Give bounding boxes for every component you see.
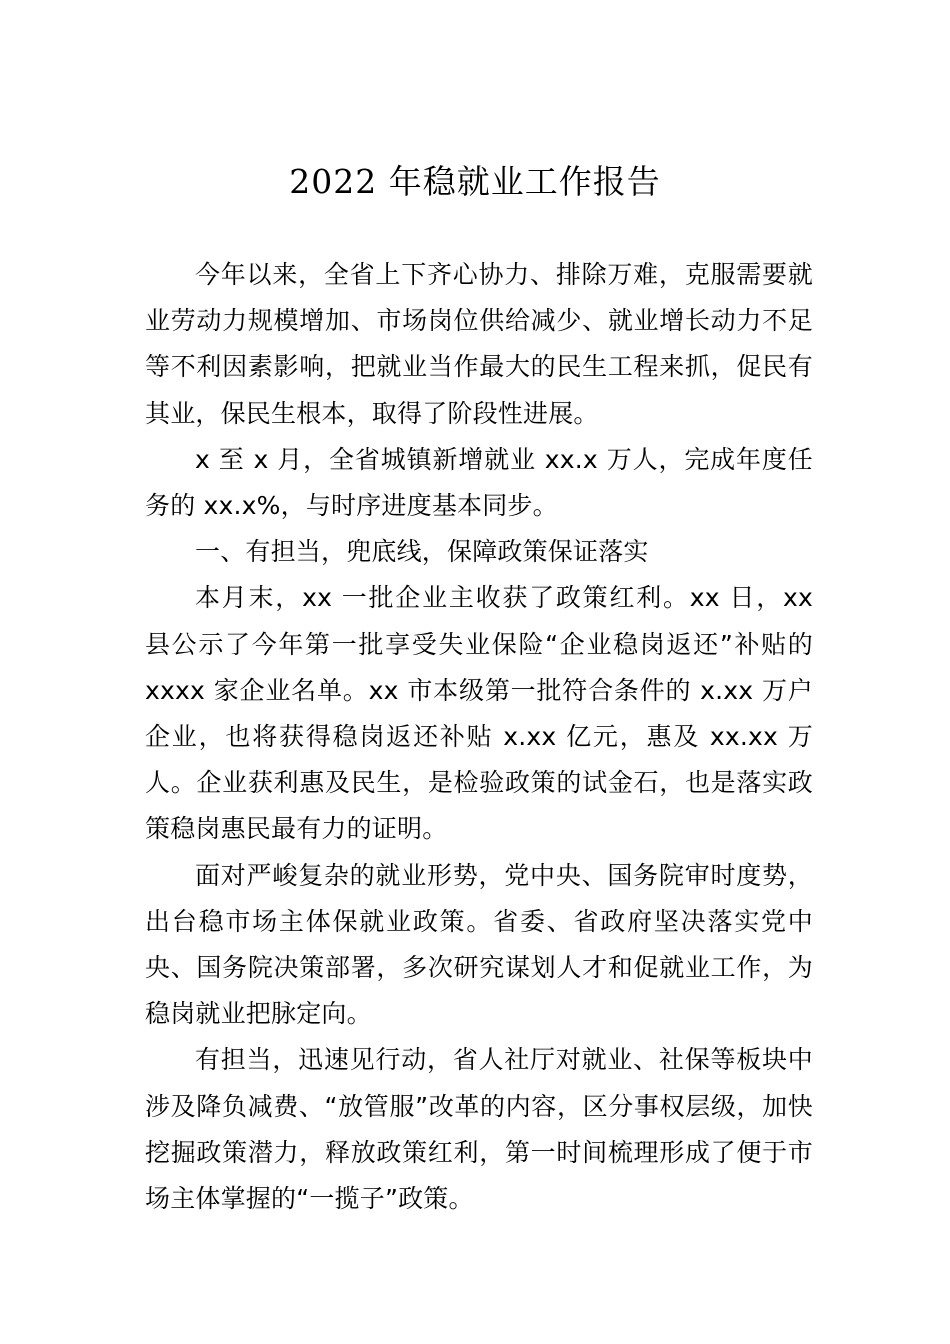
document-title: 2022 年稳就业工作报告 (289, 162, 661, 201)
section-heading-1: 一、有担当，兜底线，保障政策保证落实 (195, 537, 649, 567)
paragraph-intro: 今年以来，全省上下齐心协力、排除万难，克服需要就业劳动力规模增加、市场岗位供给减少、就业增长动力不足等不利因素影响，把就业当作最大的民生工程来抓，促民有其业，保民生根本，取得了阶段性进展。 (145, 260, 813, 428)
paragraph-statistics: x 至 x 月，全省城镇新增就业 xx.x 万人，完成年度任务的 xx.x%，与时序进度基本同步。 (145, 444, 813, 521)
paragraph-policy-benefits: 本月末，xx 一批企业主收获了政策红利。xx 日，xx 县公示了今年第一批享受失业保险“企业稳岗返还”补贴的 xxxx 家企业名单。xx 市本级第一批符合条件的 x.xx 万户企业，也将获得稳岗返还补贴 x.xx 亿元，惠及 xx.xx 万人。企业获利惠及民生，是检验政策的试金石，也是落实政策稳岗惠民最有力的证明。 (145, 583, 813, 844)
paragraph-situation: 面对严峻复杂的就业形势，党中央、国务院审时度势，出台稳市场主体保就业政策。省委、省政府坚决落实党中央、国务院决策部署，多次研究谋划人才和促就业工作，为稳岗就业把脉定向。 (145, 860, 813, 1029)
document-body (145, 252, 813, 1222)
paragraph-action: 有担当，迅速见行动，省人社厅对就业、社保等板块中 涉及降负减费、“放管服”改革的内容，区分事权层级，加快 挖掘政策潜力，释放政策红利，第一时间梳理形成了便于市 场主体掌握的“一揽子”政策。 (145, 1045, 813, 1214)
